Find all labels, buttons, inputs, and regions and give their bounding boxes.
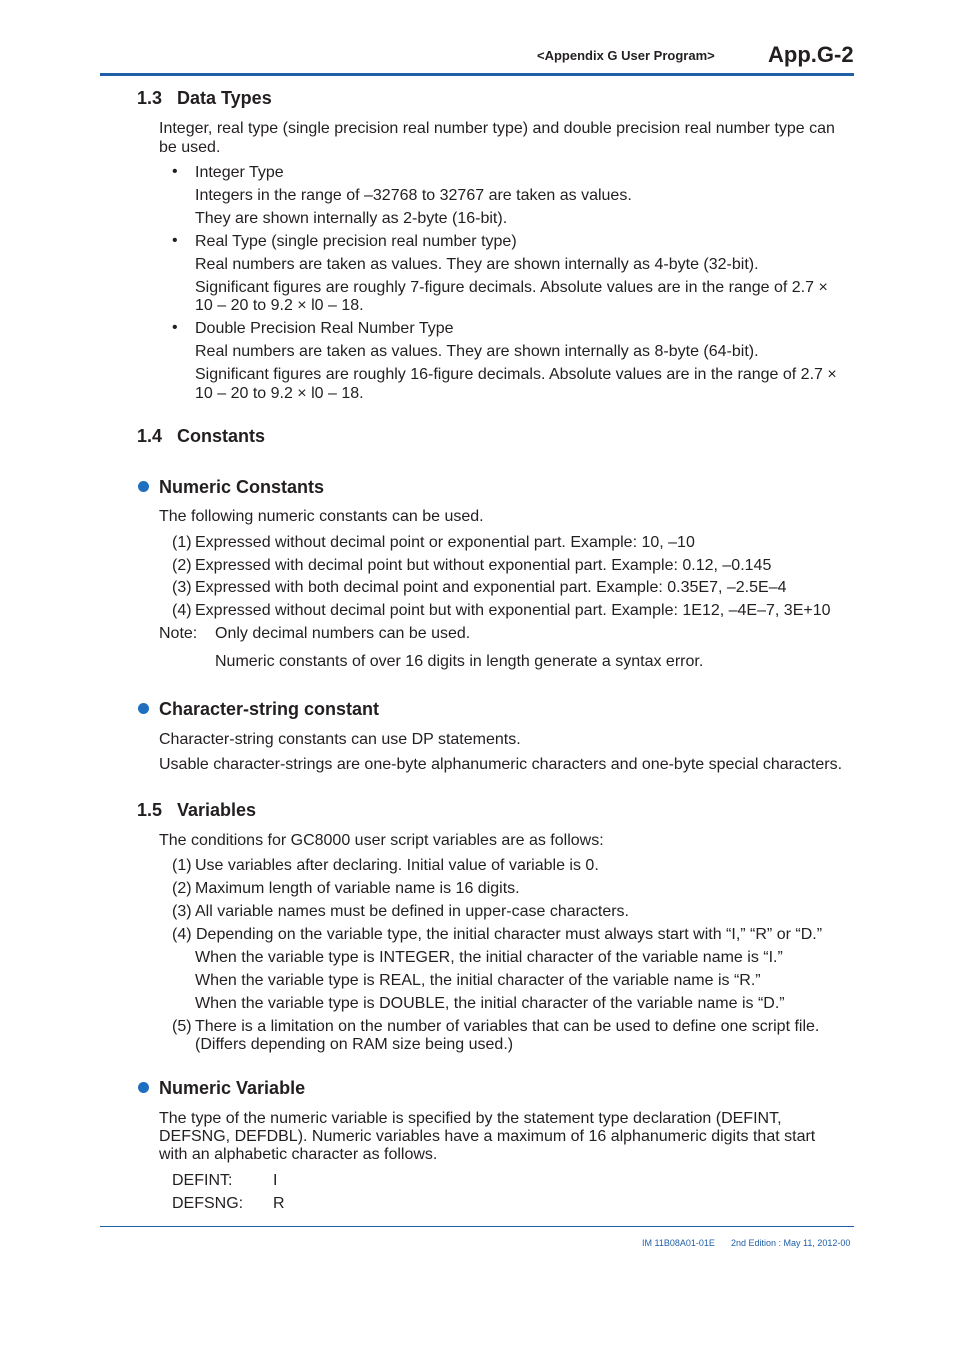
section-number: 1.3 <box>137 88 163 108</box>
section-title: Constants <box>177 426 266 446</box>
bullet: • <box>172 163 178 180</box>
running-header: <Appendix G User Program> <box>537 48 715 63</box>
section-1-3-heading <box>137 88 272 109</box>
paragraph: The following numeric constants can be used. <box>159 508 484 525</box>
subsection-heading: Numeric Variable <box>159 1078 306 1098</box>
document-id: IM 11B08A01-01E <box>642 1238 715 1248</box>
paragraph: with an alphabetic character as follows. <box>159 1146 438 1163</box>
paragraph: The conditions for GC8000 user script variables are as follows: <box>159 832 604 849</box>
subsection-heading: Numeric Constants <box>159 477 325 497</box>
list-number: (2) <box>172 557 192 574</box>
paragraph: Usable character-strings are one-byte alphanumeric characters and one-byte special characters. <box>159 756 843 773</box>
paragraph: 10 – 20 to 9.2 × l0 – 18. <box>195 297 364 314</box>
list-item: Expressed without decimal point or exponential part. Example: 10, –10 <box>195 534 695 551</box>
note-text: Numeric constants of over 16 digits in length generate a syntax error. <box>215 653 704 670</box>
list-item: Expressed with both decimal point and exponential part. Example: 0.35E7, –2.5E–4 <box>195 579 787 596</box>
paragraph: When the variable type is INTEGER, the initial character of the variable name is “I.” <box>195 949 783 966</box>
list-number: (3) <box>172 903 192 920</box>
list-item: All variable names must be defined in upper-case characters. <box>195 903 629 920</box>
list-item: Depending on the variable type, the initial character must always start with “I,” “R” or “D.” <box>196 926 823 943</box>
paragraph: Character-string constants can use DP statements. <box>159 731 521 748</box>
paragraph: The type of the numeric variable is specified by the statement type declaration (DEFINT, <box>159 1110 782 1127</box>
section-number: 1.4 <box>137 426 163 446</box>
list-item: Maximum length of variable name is 16 digits. <box>195 880 520 897</box>
paragraph: Real numbers are taken as values. They are shown internally as 8-byte (64-bit). <box>195 343 759 360</box>
list-number: (2) <box>172 880 192 897</box>
footer-rule <box>100 1226 854 1227</box>
paragraph: be used. <box>159 139 221 156</box>
bullet-dot-icon <box>138 481 149 492</box>
paragraph: Real numbers are taken as values. They are shown internally as 4-byte (32-bit). <box>195 256 759 273</box>
definition-value: I <box>273 1172 278 1189</box>
paragraph: (Differs depending on RAM size being used.) <box>195 1036 514 1053</box>
paragraph: When the variable type is DOUBLE, the initial character of the variable name is “D.” <box>195 995 785 1012</box>
paragraph: Significant figures are roughly 7-figure decimals. Absolute values are in the range of 2.7 × <box>195 279 828 296</box>
list-number: (3) <box>172 579 192 596</box>
paragraph: They are shown internally as 2-byte (16-bit). <box>195 210 508 227</box>
bullet-dot-icon <box>138 703 149 714</box>
bullet-title: Integer Type <box>195 164 284 181</box>
section-title: Variables <box>177 800 257 820</box>
bullet-title: Real Type (single precision real number type) <box>195 233 517 250</box>
definition-key: DEFSNG: <box>172 1195 244 1212</box>
paragraph: Integers in the range of –32768 to 32767 are taken as values. <box>195 187 632 204</box>
subsection-heading: Character-string constant <box>159 699 380 719</box>
paragraph: When the variable type is REAL, the initial character of the variable name is “R.” <box>195 972 761 989</box>
header-rule <box>100 73 854 76</box>
list-item: There is a limitation on the number of variables that can be used to define one script file. <box>195 1018 820 1035</box>
list-item: Use variables after declaring. Initial value of variable is 0. <box>195 857 599 874</box>
section-1-4-heading <box>137 426 265 447</box>
page-number: App.G-2 <box>768 42 854 67</box>
definition-key: DEFINT: <box>172 1172 233 1189</box>
note-text: Only decimal numbers can be used. <box>215 625 471 642</box>
paragraph: Integer, real type (single precision real number type) and double precision real number type can <box>159 120 835 137</box>
paragraph: 10 – 20 to 9.2 × l0 – 18. <box>195 385 364 402</box>
note-label: Note: <box>159 625 198 642</box>
section-title: Data Types <box>177 88 272 108</box>
section-1-5-heading <box>137 800 256 821</box>
list-number: (1) <box>172 534 192 551</box>
list-item: Expressed with decimal point but without exponential part. Example: 0.12, –0.145 <box>195 557 772 574</box>
list-number: (1) <box>172 857 192 874</box>
edition-info: 2nd Edition : May 11, 2012-00 <box>731 1238 851 1248</box>
list-number: (4) <box>172 926 192 943</box>
paragraph: Significant figures are roughly 16-figure decimals. Absolute values are in the range of 2.7 × <box>195 366 837 383</box>
bullet-dot-icon <box>138 1082 149 1093</box>
bullet: • <box>172 232 178 249</box>
bullet-title: Double Precision Real Number Type <box>195 320 454 337</box>
list-number: (5) <box>172 1018 192 1035</box>
definition-value: R <box>273 1195 285 1212</box>
section-number: 1.5 <box>137 800 163 820</box>
paragraph: DEFSNG, DEFDBL). Numeric variables have a maximum of 16 alphanumeric digits that start <box>159 1128 816 1145</box>
list-item: Expressed without decimal point but with exponential part. Example: 1E12, –4E–7, 3E+10 <box>195 602 831 619</box>
list-number: (4) <box>172 602 192 619</box>
bullet: • <box>172 319 178 336</box>
